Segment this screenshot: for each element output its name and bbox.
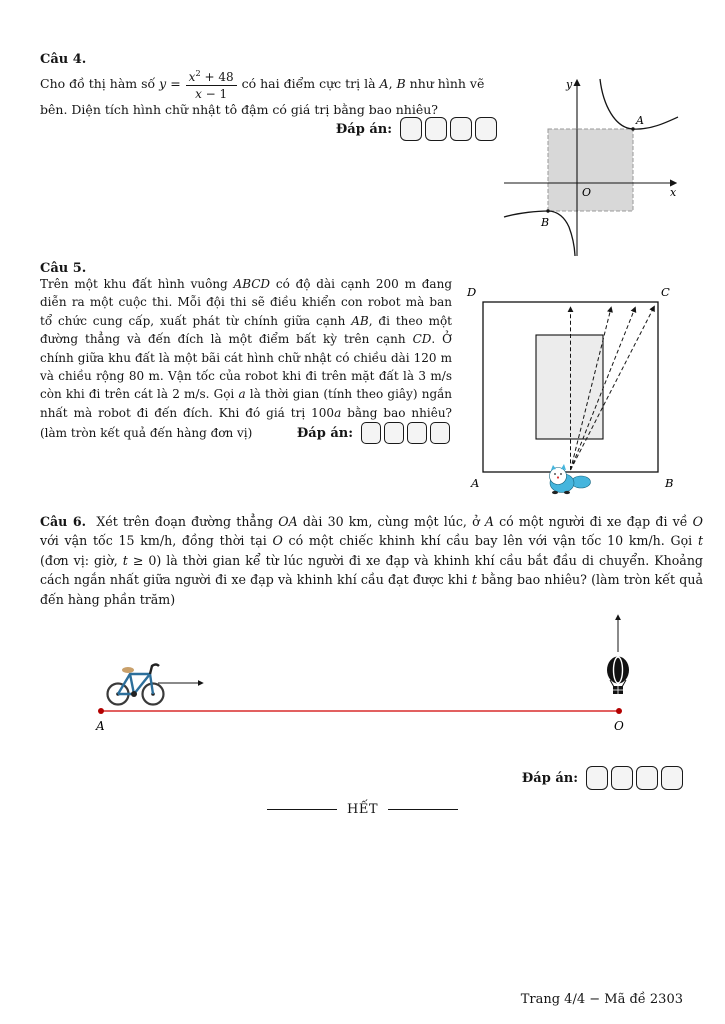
- q5-line: còn khi đi trên cát là 2 m/s. Gọi a là thời gian (tính theo giây) ngắn: [40, 387, 453, 402]
- q6-answer-label: Đáp án:: [521, 770, 578, 786]
- q5-answer-boxes: [297, 422, 450, 444]
- q6-road-figure: [60, 608, 705, 736]
- point-A-label: A: [636, 114, 644, 127]
- q6-line: Câu 6. Xét trên đoạn đường thẳng OA dài 30 km, cùng một lúc, ở A có một người đi xe đạp đi về O: [40, 514, 703, 529]
- q6-answer-box-2[interactable]: [611, 766, 633, 790]
- bicycle-icon: [108, 665, 164, 705]
- q5-answer-box-3[interactable]: [407, 422, 427, 444]
- q4-answer-box-2[interactable]: [425, 117, 447, 141]
- q5-line: đường thẳng và đến đích là một điểm bất kỳ trên cạnh CD. Ở: [40, 332, 452, 347]
- q6-last-line: đến hàng phần trăm): [40, 591, 176, 607]
- q6-answer-box-3[interactable]: [636, 766, 658, 790]
- q4-fraction-numerator: $x^2 + 48$: [186, 66, 237, 86]
- q6-line: (đơn vị: giờ, t ≥ 0) là thời gian kể từ lúc người đi xe đạp và khinh khí cầu bắt đầu di chuyển. Khoảng: [40, 552, 703, 568]
- q5-answer-box-2[interactable]: [384, 422, 404, 444]
- q5-field-figure: [465, 280, 680, 508]
- end-divider-line-left: [267, 809, 337, 810]
- q5-line: chính giữa khu đất là một bãi cát hình chữ nhật có chiều dài 120 m: [40, 350, 452, 365]
- page-footer: Trang 4/4 − Mã đề 2303: [520, 992, 683, 1007]
- q5-answer-row: [40, 422, 450, 444]
- q4-line2: bên. Diện tích hình chữ nhật tô đậm có giá trị bằng bao nhiêu?: [40, 102, 439, 117]
- corner-D-label: D: [467, 285, 477, 299]
- q4-after-fraction: có hai điểm cực trị là A, B như hình vẽ: [241, 75, 485, 91]
- point-B-label: B: [541, 216, 550, 229]
- end-label: HẾT: [347, 802, 378, 817]
- q4-answer-label: Đáp án:: [335, 121, 392, 137]
- q4-line1: [40, 63, 484, 103]
- endpoint-O-dot: [616, 708, 622, 714]
- q5-paragraph: [40, 277, 452, 424]
- origin-label: O: [582, 186, 592, 199]
- q4-fraction: [186, 66, 237, 101]
- q4-intro: Cho đồ thị hàm số y =: [40, 75, 181, 91]
- q4-title: Câu 4.: [40, 52, 87, 67]
- endpoint-A-dot: [98, 708, 104, 714]
- q6-line: cách ngắn nhất giữa người đi xe đạp và khinh khí cầu đạt được khi t bằng bao nhiêu? (làm tròn kết quả: [40, 572, 703, 588]
- q6-paragraph: [40, 514, 703, 611]
- q6-line: với vận tốc 15 km/h, đồng thời tại O có một chiếc khinh khí cầu bay lên với vận tốc 10 km/h. Gọi t: [40, 533, 703, 549]
- x-axis-label: x: [670, 186, 677, 199]
- corner-A-label: A: [471, 476, 480, 490]
- q6-answer-row: [420, 766, 683, 790]
- q5-line: và chiều rộng 80 m. Vận tốc của robot khi đi trên mặt đất là 3 m/s: [40, 368, 452, 383]
- corner-C-label: C: [661, 285, 670, 299]
- q5-line: diễn ra một cuộc thi. Mỗi đội thi sẽ điều khiển con robot mà ban: [40, 295, 452, 310]
- corner-B-label: B: [665, 476, 674, 490]
- q4-graph-figure: [500, 70, 700, 262]
- q4-answer-row: [40, 117, 497, 141]
- y-axis-label: y: [566, 78, 573, 91]
- q5-answer-box-1[interactable]: [361, 422, 381, 444]
- q5-answer-label: Đáp án:: [296, 425, 353, 441]
- q5-answer-box-4[interactable]: [430, 422, 450, 444]
- q4-answer-box-3[interactable]: [450, 117, 472, 141]
- end-divider-line-right: [388, 809, 458, 810]
- curve-lower-branch: [504, 211, 575, 256]
- q6-answer-box-4[interactable]: [661, 766, 683, 790]
- sand-rectangle: [536, 335, 603, 439]
- q4-answer-box-1[interactable]: [400, 117, 422, 141]
- q6-answer-box-1[interactable]: [586, 766, 608, 790]
- end-divider: [0, 802, 725, 817]
- q5-line: tổ chức cung cấp, xuất phát từ chính giữa cạnh AB, đi theo một: [40, 313, 452, 328]
- q5-line: Trên một khu đất hình vuông ABCD có độ dài cạnh 200 m đang: [40, 277, 453, 291]
- balloon-icon: [607, 657, 629, 695]
- q5-line: nhất mà robot đi đến đích. Khi đó giá trị 100a bằng bao nhiêu?: [40, 405, 452, 420]
- endpoint-O-label: O: [614, 719, 624, 733]
- q5-rounding-note: (làm tròn kết quả đến hàng đơn vị): [40, 426, 253, 440]
- q4-answer-box-4[interactable]: [475, 117, 497, 141]
- q5-title: Câu 5.: [40, 261, 87, 276]
- q4-fraction-denominator: x − 1: [195, 86, 228, 101]
- endpoint-A-label: A: [96, 719, 105, 733]
- point-A: [631, 127, 634, 130]
- point-B: [546, 209, 549, 212]
